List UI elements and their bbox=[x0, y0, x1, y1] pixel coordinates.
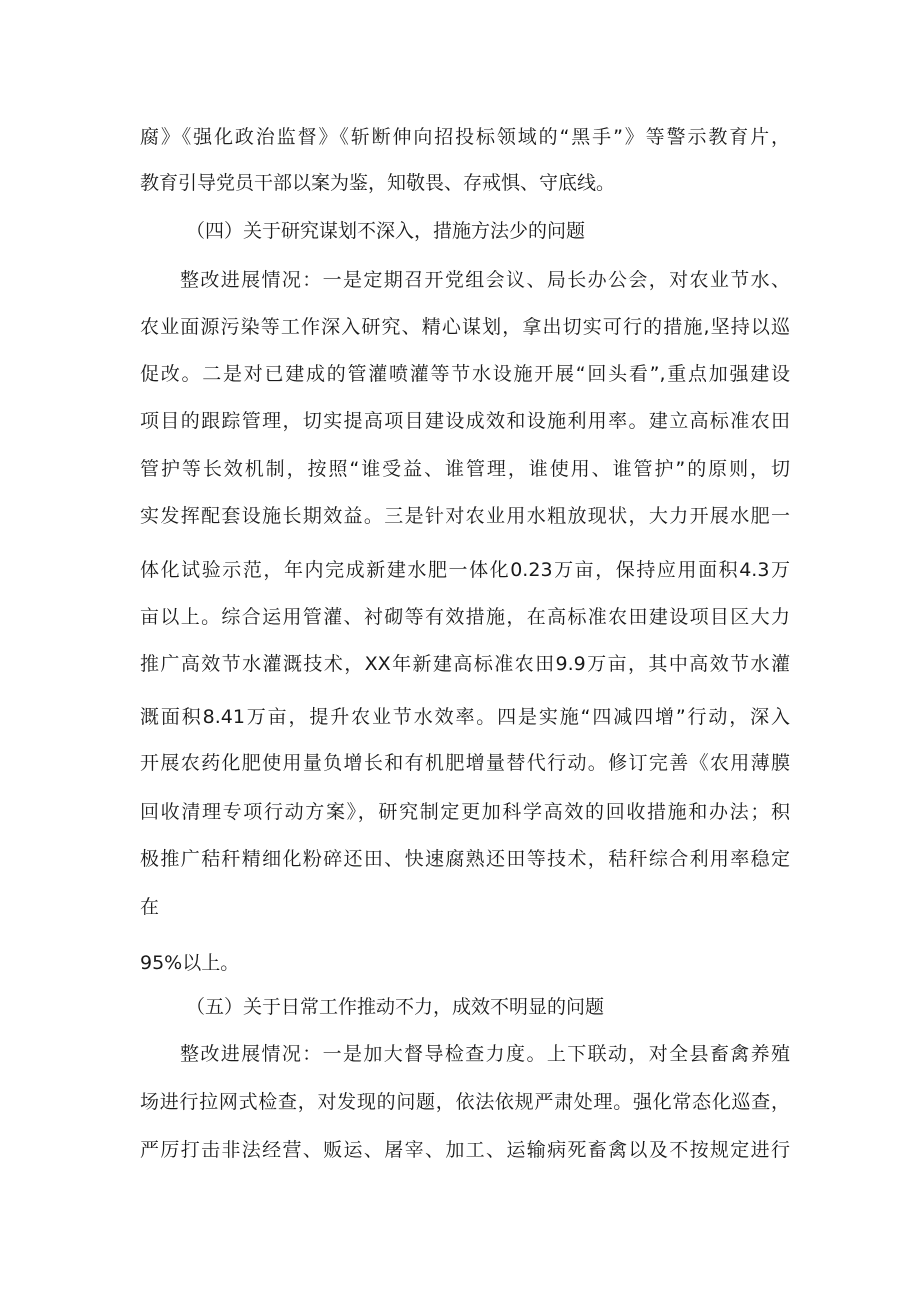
paragraph-line: 推广高效节水灌溉技术，XX年新建高标准农田9.9万亩，其中高效节水灌 bbox=[140, 653, 790, 675]
section-heading-four: （四）关于研究谋划不深入，措施方法少的问题 bbox=[186, 220, 586, 242]
paragraph-line: 亩以上。综合运用管灌、衬砌等有效措施，在高标准农田建设项目区大力 bbox=[140, 606, 790, 628]
paragraph-line: 开展农药化肥使用量负增长和有机肥增量替代行动。修订完善《农用薄膜 bbox=[140, 752, 790, 774]
paragraph-line: 95%以上。 bbox=[140, 952, 240, 974]
paragraph-line: 实发挥配套设施长期效益。三是针对农业用水粗放现状，大力开展水肥一 bbox=[140, 505, 790, 527]
paragraph-line: 农业面源污染等工作深入研究、精心谋划，拿出切实可行的措施,坚持以巡 bbox=[140, 316, 790, 338]
paragraph-line: 场进行拉网式检查，对发现的问题，依法依规严肃处理。强化常态化巡查， bbox=[140, 1091, 790, 1113]
paragraph-line: 溉面积8.41万亩，提升农业节水效率。四是实施“四减四增”行动，深入 bbox=[140, 706, 790, 728]
paragraph-line: 腐》《强化政治监督》《斩断伸向招投标领域的“黑手”》等警示教育片， bbox=[140, 126, 790, 148]
paragraph-line: 整改进展情况：一是加大督导检查力度。上下联动，对全县畜禽养殖 bbox=[180, 1043, 790, 1065]
paragraph-line: 极推广秸秆精细化粉碎还田、快速腐熟还田等技术，秸秆综合利用率稳定 bbox=[140, 848, 790, 870]
paragraph-line: 管护等长效机制，按照“谁受益、谁管理，谁使用、谁管护”的原则，切 bbox=[140, 458, 790, 480]
paragraph-line: 项目的跟踪管理，切实提高项目建设成效和设施利用率。建立高标准农田 bbox=[140, 410, 790, 432]
paragraph-line: 促改。二是对已建成的管灌喷灌等节水设施开展“回头看”,重点加强建设 bbox=[140, 363, 790, 385]
paragraph-line: 回收清理专项行动方案》，研究制定更加科学高效的回收措施和办法；积 bbox=[140, 801, 790, 823]
section-heading-five: （五）关于日常工作推动不力，成效不明显的问题 bbox=[186, 996, 605, 1018]
paragraph-line: 体化试验示范，年内完成新建水肥一体化0.23万亩，保持应用面积4.3万 bbox=[140, 559, 790, 581]
paragraph-line: 整改进展情况：一是定期召开党组会议、局长办公会，对农业节水、 bbox=[180, 269, 790, 291]
paragraph-line: 严厉打击非法经营、贩运、屠宰、加工、运输病死畜禽以及不按规定进行 bbox=[140, 1139, 790, 1161]
paragraph-line: 教育引导党员干部以案为鉴，知敬畏、存戒惧、守底线。 bbox=[140, 172, 616, 194]
paragraph-line: 在 bbox=[140, 896, 160, 918]
